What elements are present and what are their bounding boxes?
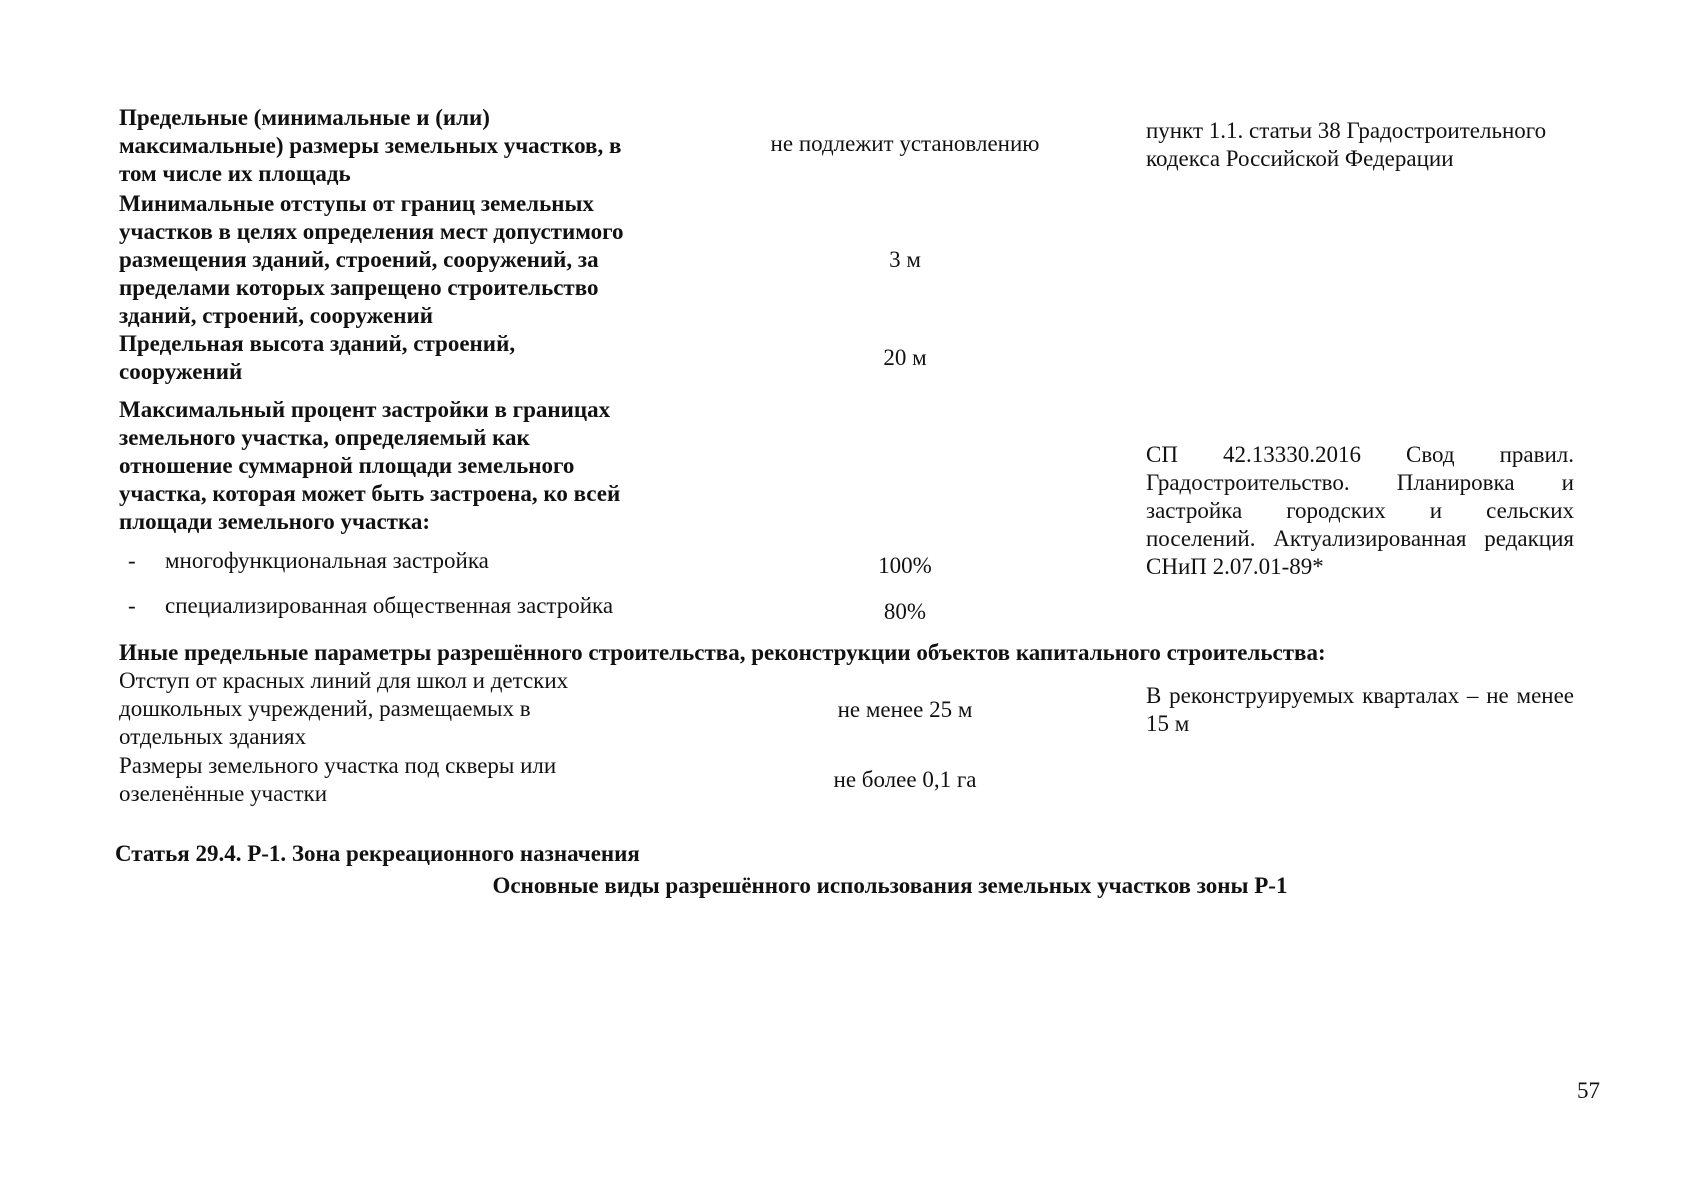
section-heading: Иные предельные параметры разрешённого строительства, реконструкции объектов капитального строительства: bbox=[119, 640, 1326, 665]
list-dash: - bbox=[128, 548, 136, 573]
param-max-plot-size: Предельные (минимальные и (или) максимальные) размеры земельных участков, в том числе их площадь bbox=[119, 105, 622, 186]
list-item-label: специализированная общественная застройка bbox=[165, 593, 614, 618]
value-specialized-public: 80% bbox=[883, 599, 927, 624]
param-min-setbacks: Минимальные отступы от границ земельных участков в целях определения мест допустимого размещения зданий, строений, сооружений, за пределами которых запрещено строительство зданий, строений, сооружений bbox=[119, 191, 624, 328]
note-max-plot-size: пункт 1.1. статьи 38 Градостроительного кодекса Российской Федерации bbox=[1146, 118, 1547, 171]
param-max-coverage: Максимальный процент застройки в границах земельного участка, определяемый как отношение суммарной площади земельного участка, которая может быть застроена, ко всей площади земельного участка: bbox=[119, 397, 621, 534]
note-reconstructed-blocks: В реконструируемых кварталах – не менее 15 м bbox=[1146, 683, 1574, 736]
page-number: 57 bbox=[1577, 1078, 1600, 1103]
value-max-plot-size: не подлежит установлению bbox=[770, 131, 1040, 156]
subtitle: Основные виды разрешённого использования земельных участков зоны Р-1 bbox=[492, 873, 1288, 898]
value-max-height: 20 м bbox=[883, 345, 927, 370]
list-dash: - bbox=[128, 593, 136, 618]
param-red-lines-setback: Отступ от красных линий для школ и детских дошкольных учреждений, размещаемых в отдельных зданиях bbox=[119, 668, 569, 749]
list-item-label: многофункциональная застройка bbox=[165, 548, 489, 573]
article-title: Статья 29.4. Р-1. Зона рекреационного назначения bbox=[115, 841, 640, 866]
list-item-multifunctional bbox=[128, 547, 728, 575]
param-max-height: Предельная высота зданий, строений, сооружений bbox=[119, 331, 516, 384]
list-item-specialized-public bbox=[128, 592, 748, 620]
value-min-setbacks: 3 м bbox=[889, 247, 921, 272]
value-multifunctional: 100% bbox=[878, 553, 932, 578]
value-red-lines-setback: не менее 25 м bbox=[837, 697, 973, 722]
value-square-size: не более 0,1 га bbox=[833, 767, 977, 792]
note-sp-reference: СП 42.13330.2016 Свод правил. Градостроительство. Планировка и застройка городских и сельских поселений. Актуализированная редакция СНиП 2.07.01-89* bbox=[1146, 442, 1574, 579]
param-square-size: Размеры земельного участка под скверы или озеленённые участки bbox=[119, 753, 557, 806]
